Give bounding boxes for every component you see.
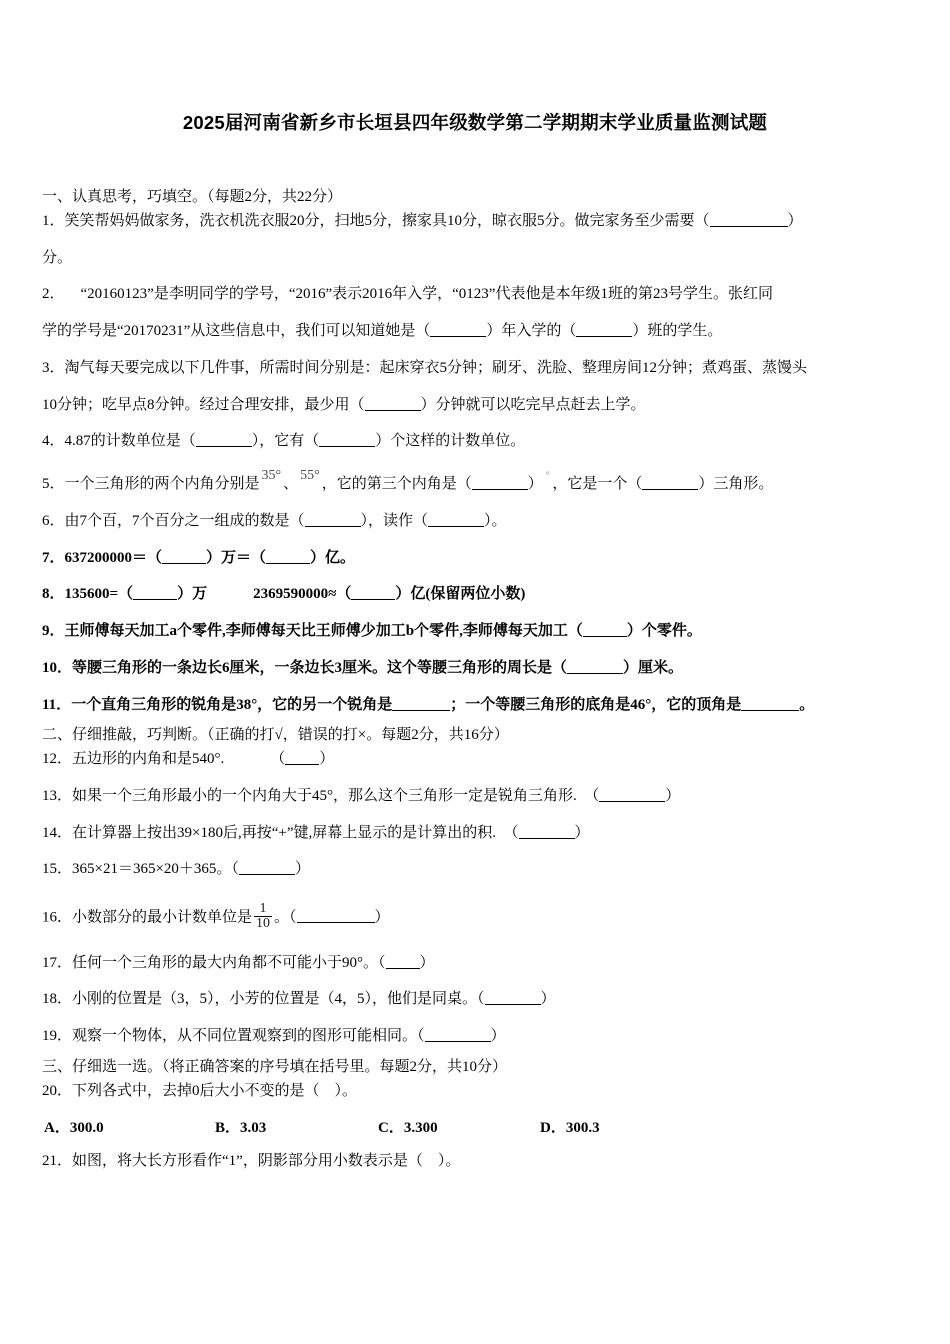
q3-text-a: 淘气每天要完成以下几件事，所需时间分别是：起床穿衣5分钟；刷牙、洗脸、整理房间12分钟；煮鸡蛋、蒸馒头	[64, 359, 808, 376]
option-a[interactable]	[44, 1116, 104, 1137]
option-d-label: D．	[540, 1120, 566, 1137]
q13-text-b: ）	[665, 787, 681, 804]
q4-blank-1[interactable]	[196, 433, 252, 447]
option-c-label: C．	[378, 1120, 404, 1137]
q1-text-c: 分。	[42, 249, 73, 266]
q5-text-c: ）	[527, 476, 543, 493]
q11-number: 11．	[42, 696, 72, 713]
q8-blank-1[interactable]	[133, 586, 177, 600]
option-d-value: 300.3	[565, 1120, 600, 1137]
option-c[interactable]	[378, 1116, 438, 1137]
q19-number: 19．	[42, 1028, 73, 1045]
q15-blank-1[interactable]	[239, 861, 295, 875]
question-4	[42, 431, 908, 453]
q4-blank-2[interactable]	[319, 433, 375, 447]
q12-text-b: （	[270, 751, 286, 768]
option-b[interactable]	[215, 1116, 266, 1137]
question-11	[42, 695, 908, 717]
q5-blank-2[interactable]	[642, 476, 698, 490]
question-19	[42, 1026, 908, 1048]
q16-number: 16．	[42, 909, 73, 926]
q5-text-e: ）三角形。	[698, 476, 774, 493]
q12-text-c: ）	[319, 751, 335, 768]
q17-text-b: ）	[419, 954, 435, 971]
q16-text-a: 小数部分的最小计数单位是	[72, 909, 253, 926]
q13-text-a: 如果一个三角形最小的一个内角大于45°，那么这个三角形一定是锐角三角形. （	[72, 787, 600, 804]
question-12	[42, 749, 908, 771]
q8-text-d: ）亿(保留两位小数)	[395, 586, 526, 603]
q5-text-a: 一个三角形的两个内角分别是	[64, 476, 260, 493]
question-14	[42, 823, 908, 845]
q8-text-c: 2369590000≈（	[253, 586, 352, 603]
q9-blank-1[interactable]	[583, 623, 627, 637]
q6-number: 6．	[42, 512, 65, 529]
question-10	[42, 658, 908, 680]
q17-blank-1[interactable]	[386, 955, 420, 969]
q6-text-a: 由7个百，7个百分之一组成的数是（	[64, 512, 305, 529]
q8-number: 8．	[42, 586, 65, 603]
q11-blank-2[interactable]	[741, 697, 799, 711]
question-3	[42, 358, 908, 380]
q5-number: 5．	[42, 476, 65, 493]
question-7	[42, 548, 908, 570]
q5-blank-1[interactable]	[472, 476, 528, 490]
q4-text-a: 4.87的计数单位是（	[64, 433, 196, 450]
q19-blank-1[interactable]	[425, 1028, 491, 1042]
question-15	[42, 859, 908, 881]
q6-blank-2[interactable]	[428, 513, 484, 527]
question-18	[42, 989, 908, 1011]
question-9	[42, 621, 908, 643]
q6-text-b: ），读作（	[360, 512, 429, 529]
q16-fraction-numerator: 1	[259, 901, 267, 917]
q1-number: 1．	[42, 212, 65, 229]
section-heading-3: 三、仔细选一选。（将正确答案的序号填在括号里。每题2分，共10分）	[42, 1058, 508, 1075]
question-3-cont	[42, 395, 908, 417]
q7-blank-2[interactable]	[266, 550, 310, 564]
q14-text-a: 在计算器上按出39×180后,再按“+”键,屏幕上显示的是计算出的积. （	[72, 824, 519, 841]
q21-number: 21．	[42, 1153, 73, 1170]
q5-angle-2: 55°	[300, 468, 320, 484]
q20-number: 20．	[42, 1082, 73, 1099]
page-title: 2025届河南省新乡市长垣县四年级数学第二学期期末学业质量监测试题	[182, 112, 768, 133]
q2-number: 2．	[42, 286, 65, 303]
q18-blank-1[interactable]	[485, 991, 541, 1005]
question-20	[42, 1081, 908, 1103]
option-b-value: 3.03	[240, 1120, 267, 1137]
q15-number: 15．	[42, 861, 73, 878]
q17-number: 17．	[42, 954, 73, 971]
q11-text-a: 一个直角三角形的锐角是38°，它的另一个锐角是	[71, 696, 393, 713]
q5-text-d: ，它是一个（	[552, 476, 643, 493]
q4-text-c: ）个这样的计数单位。	[375, 433, 526, 450]
q7-number: 7．	[42, 549, 65, 566]
q3-blank-1[interactable]	[365, 397, 421, 411]
q15-text-a: 365×21＝365×20＋365。（	[72, 861, 239, 878]
q13-number: 13．	[42, 787, 73, 804]
q6-text-c: ）。	[484, 512, 507, 529]
q19-text-a: 观察一个物体，从不同位置观察到的图形可能相同。（	[72, 1028, 425, 1045]
q3-text-b: 10分钟；吃早点8分钟。经过合理安排，最少用（	[42, 396, 365, 413]
exam-body	[42, 187, 908, 1173]
option-d[interactable]	[540, 1116, 600, 1137]
q18-text-a: 小刚的位置是（3，5），小芳的位置是（4，5），他们是同桌。（	[72, 991, 485, 1008]
option-b-label: B．	[215, 1120, 241, 1137]
q12-text-a: 五边形的内角和是540°.	[72, 751, 225, 768]
q18-number: 18．	[42, 991, 73, 1008]
question-21	[42, 1151, 908, 1173]
q7-text-c: ）亿。	[310, 549, 356, 566]
question-1-cont	[42, 248, 908, 270]
question-8	[42, 584, 908, 606]
q10-text-a: 等腰三角形的一条边长6厘米，一条边长3厘米。这个等腰三角形的周长是（	[72, 659, 568, 676]
q5-text-b: ，它的第三个内角是（	[321, 476, 472, 493]
option-c-value: 3.300	[403, 1120, 438, 1137]
q11-text-b: ；一个等腰三角形的底角是46°，它的顶角是	[450, 696, 742, 713]
section-heading-2: 二、仔细推敲，巧判断。（正确的打√，错误的打×。每题2分，共16分）	[42, 727, 509, 744]
q4-number: 4．	[42, 433, 65, 450]
q2-blank-1[interactable]	[430, 323, 486, 337]
q16-fraction	[252, 902, 274, 932]
q2-text-a: “20160123”是李明同学的学号，“2016”表示2016年入学，“0123”代表他是本年级1班的第23号学生。张红同	[80, 286, 773, 303]
q20-text-a: 下列各式中，去掉0后大小不变的是（ ）。	[72, 1082, 358, 1099]
question-2-cont	[42, 321, 908, 343]
q19-text-b: ）	[490, 1028, 506, 1045]
q16-text-c: ）	[374, 909, 390, 926]
question-13	[42, 786, 908, 808]
q14-blank-1[interactable]	[519, 825, 575, 839]
q7-text-b: ）万＝（	[206, 549, 267, 566]
q1-text-a: 笑笑帮妈妈做家务，洗衣机洗衣服20分，扫地5分，擦家具10分，晾衣服5分。做完家务至少需要（	[64, 212, 710, 229]
q16-text-b: 。（	[274, 909, 297, 926]
q16-blank-1[interactable]	[297, 909, 375, 923]
q7-blank-1[interactable]	[162, 550, 206, 564]
q8-text-b: ）万	[177, 586, 208, 603]
q5-floating-degree-icon: °	[545, 470, 550, 481]
q7-text-a: 637200000＝（	[64, 549, 163, 566]
q11-text-c: 。	[799, 696, 815, 713]
q12-number: 12．	[42, 751, 73, 768]
q16-fraction-denominator: 10	[256, 916, 271, 932]
q18-text-b: ）	[540, 991, 556, 1008]
q3-number: 3．	[42, 359, 65, 376]
q1-text-b: ）	[787, 212, 803, 229]
question-2	[42, 284, 908, 306]
q10-blank-1[interactable]	[567, 660, 623, 674]
q13-blank-1[interactable]	[599, 788, 665, 802]
option-a-value: 300.0	[69, 1120, 104, 1137]
q9-text-b: ）个零件。	[626, 623, 702, 640]
q5-angle-1: 35°	[261, 468, 282, 484]
q2-text-d: ）班的学生。	[632, 323, 723, 340]
q1-blank-1[interactable]	[710, 213, 788, 227]
question-17	[42, 953, 908, 975]
q10-text-b: ）厘米。	[623, 659, 684, 676]
question-20-options	[42, 1116, 908, 1136]
q2-blank-2[interactable]	[576, 323, 632, 337]
q3-text-c: ）分钟就可以吃完早点赶去上学。	[420, 396, 646, 413]
q9-number: 9．	[42, 623, 65, 640]
q14-number: 14．	[42, 824, 73, 841]
q8-text-a: 135600=（	[64, 586, 134, 603]
q11-blank-1[interactable]	[392, 697, 450, 711]
q6-blank-1[interactable]	[305, 513, 361, 527]
q5-separator: 、	[283, 476, 299, 493]
q17-text-a: 任何一个三角形的最大内角都不可能小于90°。（	[72, 954, 386, 971]
q21-text-a: 如图，将大长方形看作“1”，阴影部分用小数表示是（ ）。	[72, 1153, 461, 1170]
question-6	[42, 511, 908, 533]
q10-number: 10．	[42, 659, 73, 676]
option-a-label: A．	[44, 1120, 70, 1137]
q2-text-b: 学的学号是“20170231”从这些信息中，我们可以知道她是（	[42, 323, 431, 340]
section-heading-1: 一、认真思考，巧填空。（每题2分，共22分）	[42, 189, 343, 206]
q4-text-b: ），它有（	[251, 433, 320, 450]
question-16	[42, 902, 908, 932]
q2-text-c: ）年入学的（	[486, 323, 577, 340]
q15-text-b: ）	[294, 861, 310, 878]
q8-blank-2[interactable]	[351, 586, 395, 600]
q14-text-b: ）	[574, 824, 590, 841]
q9-text-a: 王师傅每天加工a个零件,李师傅每天比王师傅少加工b个零件,李师傅每天加工（	[64, 623, 583, 640]
q12-blank-1[interactable]	[285, 751, 319, 765]
question-1	[42, 211, 908, 233]
question-5	[42, 468, 908, 496]
